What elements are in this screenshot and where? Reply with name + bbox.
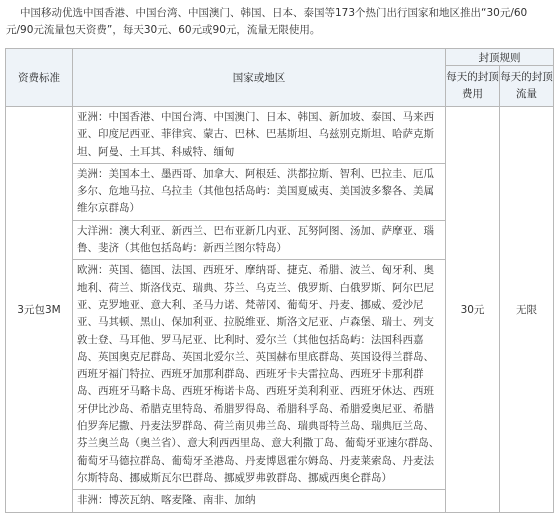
cap-flow-cell: 无限 [500,107,554,513]
header-cap-rule: 封顶规则 [446,49,554,66]
region-oceania: 大洋洲：澳大利亚、新西兰、巴布亚新几内亚、瓦努阿图、汤加、萨摩亚、瑙鲁、斐济（其他包括岛屿：新西兰图尔特岛） [73,221,445,261]
region-europe: 欧洲：英国、德国、法国、西班牙、摩纳哥、捷克、希腊、波兰、匈牙利、奥地利、荷兰、斯洛伐克、瑞典、芬兰、乌克兰、俄罗斯、白俄罗斯、阿尔巴尼亚、克罗地亚、意大利、圣马力诺、梵蒂冈、葡萄牙、丹麦、挪威、爱沙尼亚、马其顿、黑山、保加利亚、拉脱维亚、斯洛文尼亚、卢森堡、瑞士、列支敦士登、马耳他、罗马尼亚、比利时、爱尔兰（其他包括岛屿：法国科西嘉岛、英国奥克尼群岛、英国北爱尔兰、英国赫布里底群岛、英国设得兰群岛、西班牙福门特拉、西班牙加那利群岛、西班牙卡夫雷拉岛、西班牙卡那利群岛、西班牙马略卡岛、西班牙梅诺卡岛、西班牙美利利亚、西班牙休达、西班牙伊比沙岛、希腊克里特岛、希腊罗得岛、希腊科孚岛、希腊爱奥尼亚、希腊伯罗奔尼撒、丹麦法罗群岛、荷兰南贝弗兰岛、瑞典哥特兰岛、瑞典厄兰岛、芬兰奥兰岛（奥兰省）、意大利西西里岛、意大利撒丁岛、葡萄牙亚速尔群岛、葡萄牙马德拉群岛、葡萄牙圣港岛、丹麦博恩霍尔姆岛、丹麦莱索岛、丹麦法尔斯特岛、挪威斯瓦尔巴群岛、挪威罗弗敦群岛、挪威西奥仑群岛） [73,260,445,490]
table-row [6,107,554,513]
table-header-row [6,49,554,66]
region-americas: 美洲：美国本土、墨西哥、加拿大、阿根廷、洪都拉斯、智利、巴拉圭、厄瓜多尔、危地马拉、乌拉圭（其他包括岛屿：美国夏威夷、美国波多黎各、美属维尔京群岛） [73,164,445,221]
header-region: 国家或地区 [73,49,446,107]
intro-paragraph: 中国移动优选中国香港、中国台湾、中国澳门、韩国、日本、泰国等173个热门出行国家和地区推出“30元/60元/90元流量包天资费”，每天30元、60元或90元，流量无限使用。 [6,7,528,36]
region-africa: 非洲：博茨瓦纳、喀麦隆、南非、加纳 [77,494,256,507]
cap-fee-cell: 30元 [446,107,500,513]
region-asia: 亚洲：中国香港、中国台湾、中国澳门、日本、韩国、新加坡、泰国、马来西亚、印度尼西亚、菲律宾、蒙古、巴林、巴基斯坦、乌兹别克斯坦、哈萨克斯坦、阿曼、土耳其、科威特、缅甸 [73,107,445,164]
header-daily-cap-flow: 每天的封顶流量 [500,66,554,107]
header-daily-cap-fee: 每天的封顶费用 [446,66,500,107]
regions-cell [73,107,446,513]
tariff-table [5,48,554,513]
standard-cell: 3元包3M [6,107,73,513]
header-standard: 资费标准 [6,49,73,107]
